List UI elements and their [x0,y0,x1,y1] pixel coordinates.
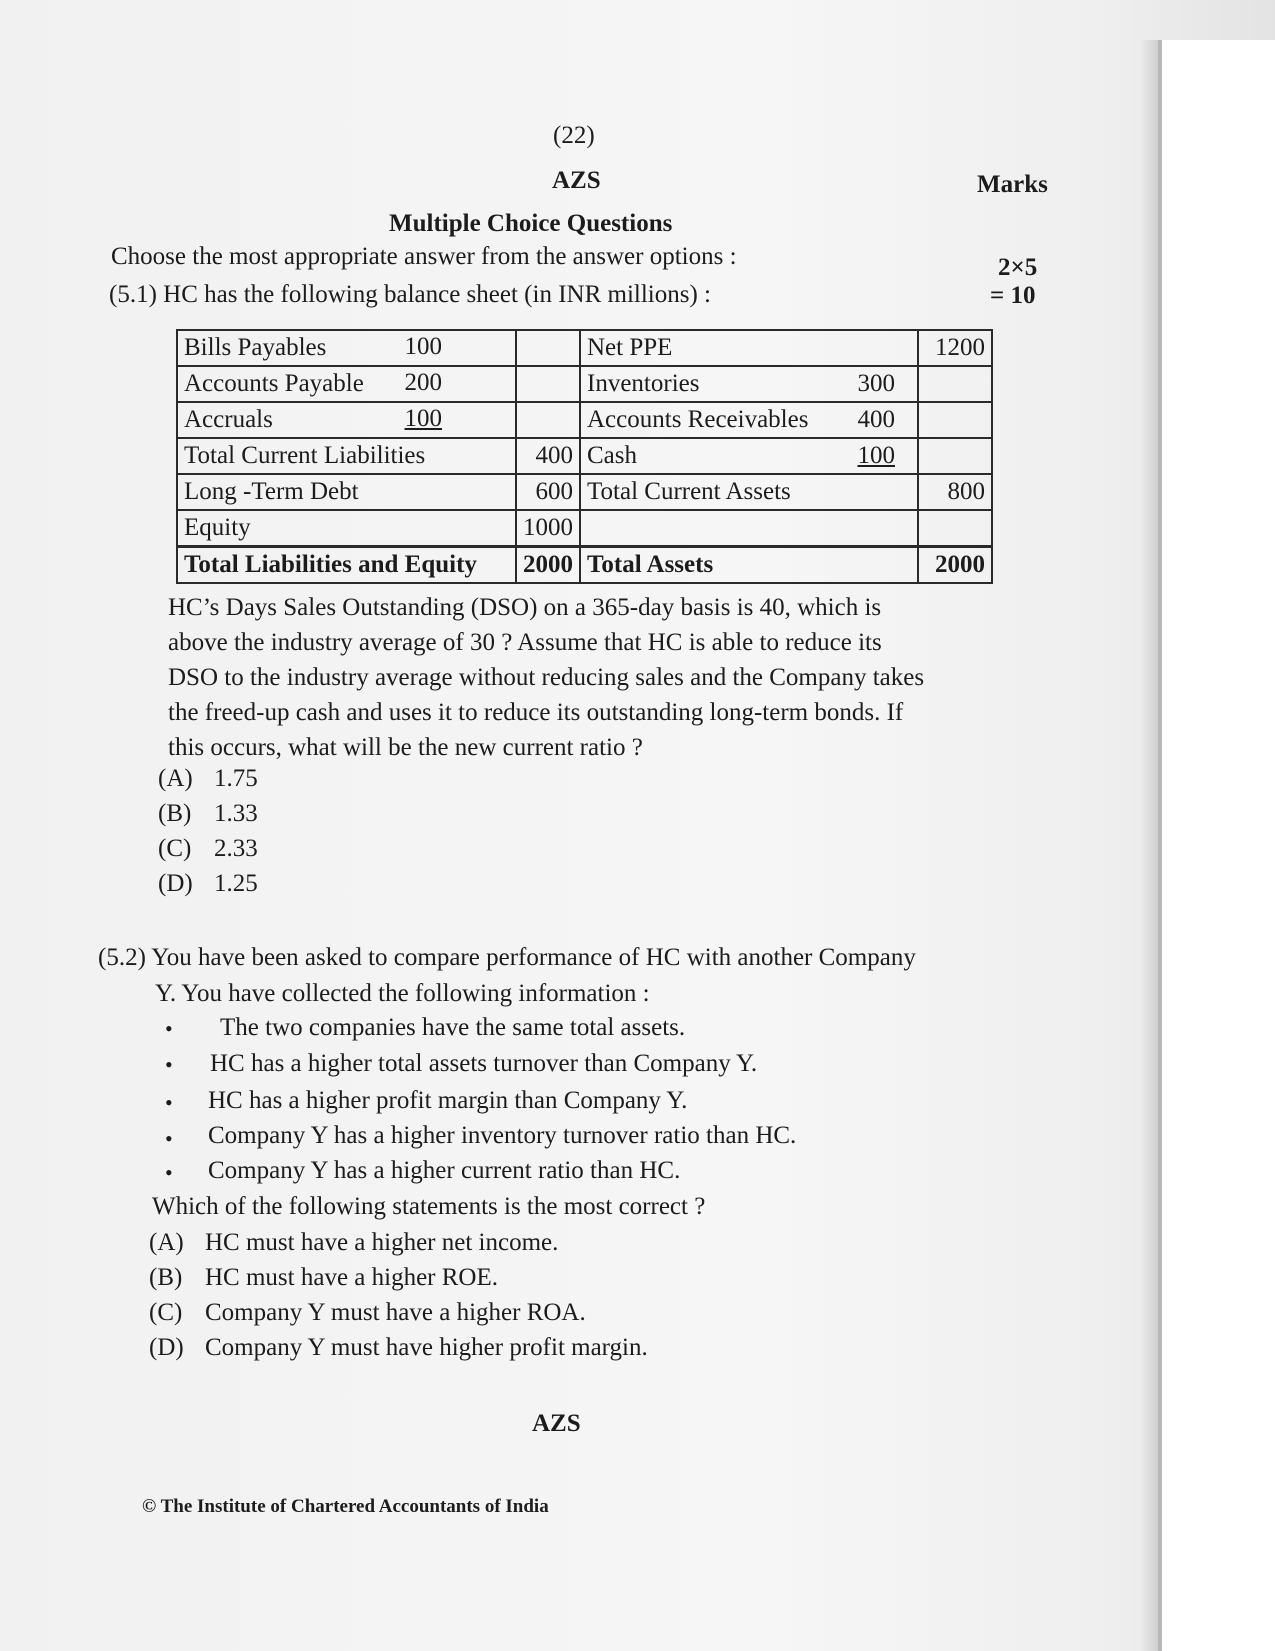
section-title: Multiple Choice Questions [389,210,673,237]
option-label: (C) [158,835,192,862]
option-d[interactable] [158,870,258,898]
option-text: Company Y must have a higher ROA. [205,1299,586,1326]
question-5-1-intro [109,281,711,309]
question-5-1-text [168,590,1008,765]
row-label: Inventories [587,370,700,397]
assets-amount-cell: 800 [918,474,992,510]
row-label: Accruals [184,406,273,433]
assets-amount-cell: 1200 [918,330,992,366]
paper-code: AZS [552,167,601,194]
bullet-item: Company Y has a higher current ratio than HC. [208,1157,681,1184]
row-label: Total Current Liabilities [184,442,426,469]
option-b[interactable] [149,1264,498,1292]
row-label: Bills Payables [184,334,327,361]
scan-margin [1162,40,1275,1651]
bullet-item: Company Y has a higher inventory turnover ratio than HC. [208,1122,797,1149]
assets-amount-cell [918,438,992,474]
inline-amount: 400 [857,406,895,433]
row-label: Total Assets [587,551,714,578]
inline-amount: 200 [404,369,442,396]
option-label: (D) [149,1334,184,1361]
assets-amount-cell [918,402,992,438]
instruction: Choose the most appropriate answer from the answer options : [111,243,737,270]
option-label: (B) [149,1264,183,1291]
marks-value: 2×5 [998,254,1038,281]
assets-amount-cell: 2000 [918,547,992,584]
bullet-icon: • [165,1126,173,1151]
option-text: Company Y must have higher profit margin. [205,1334,648,1361]
assets-label-cell [580,366,918,402]
balance-sheet-row [177,510,992,547]
option-label: (C) [149,1299,183,1326]
marks-heading: Marks [977,171,1048,198]
assets-label-cell [580,402,918,438]
row-label: Equity [184,514,251,541]
option-text: HC must have a higher net income. [205,1229,559,1256]
question-line: DSO to the industry average without reducing sales and the Company takes [168,664,925,691]
row-label: Cash [587,442,637,469]
question-line: the freed-up cash and uses it to reduce its outstanding long-term bonds. If [168,699,904,726]
question-number: (5.2) [98,944,146,971]
liabilities-amount-cell [516,402,580,438]
liabilities-label-cell [177,402,516,438]
bullet-icon: • [165,1090,173,1115]
option-text: 1.25 [214,870,258,897]
copyright-notice: © The Institute of Chartered Accountants of India [142,1496,549,1517]
footer-paper-code: AZS [532,1410,581,1437]
inline-amount: 100 [404,405,442,432]
row-label: Accounts Payable [184,370,364,397]
bullet-item: HC has a higher total assets turnover than Company Y. [210,1050,758,1077]
option-text: 1.75 [214,765,258,792]
bullet-icon: • [165,1160,173,1185]
liabilities-amount-cell [516,366,580,402]
option-a[interactable] [158,765,258,793]
question-5-2-prompt: Which of the following statements is the most correct ? [152,1193,706,1220]
assets-label-cell [580,547,918,584]
liabilities-label-cell [177,547,516,584]
assets-label-cell [580,510,918,547]
row-label: Total Liabilities and Equity [184,551,477,578]
balance-sheet-row [177,402,992,438]
balance-sheet-row [177,330,992,366]
balance-sheet-row [177,366,992,402]
liabilities-amount-cell: 1000 [516,510,580,547]
option-text: HC must have a higher ROE. [205,1264,499,1291]
question-5-2-line2: Y. You have collected the following information : [155,980,650,1007]
row-label: Long -Term Debt [184,478,359,505]
balance-sheet-row [177,547,992,584]
liabilities-label-cell [177,438,516,474]
option-d[interactable] [149,1334,648,1362]
liabilities-amount-cell: 400 [516,438,580,474]
liabilities-label-cell [177,474,516,510]
question-line: HC’s Days Sales Outstanding (DSO) on a 365-day basis is 40, which is [168,594,882,621]
assets-label-cell [580,474,918,510]
question-line: above the industry average of 30 ? Assume that HC is able to reduce its [168,629,882,656]
assets-label-cell [580,330,918,366]
balance-sheet-row [177,474,992,510]
liabilities-label-cell [177,510,516,547]
assets-amount-cell [918,366,992,402]
question-text: You have been asked to compare performance of HC with another Company [151,944,916,971]
liabilities-amount-cell [516,330,580,366]
page-number: (22) [553,122,595,149]
row-label: Accounts Receivables [587,406,809,433]
option-c[interactable] [158,835,258,863]
inline-amount: 100 [857,442,895,469]
option-label: (A) [149,1229,184,1256]
marks-total: = 10 [990,282,1036,309]
bullet-icon: • [165,1016,173,1041]
inline-amount: 300 [857,370,895,397]
page-edge-shadow [1140,40,1158,1651]
balance-sheet-table [176,329,993,584]
liabilities-label-cell [177,330,516,366]
option-label: (D) [158,870,193,897]
bullet-item: The two companies have the same total assets. [220,1014,686,1041]
option-a[interactable] [149,1229,558,1257]
question-5-2-line1 [98,944,916,972]
liabilities-amount-cell: 600 [516,474,580,510]
bullet-icon: • [165,1052,173,1077]
option-text: 1.33 [214,800,258,827]
row-label: Net PPE [587,334,673,361]
option-c[interactable] [149,1299,586,1327]
inline-amount: 100 [404,333,442,360]
question-number: (5.1) [109,281,157,308]
option-b[interactable] [158,800,258,828]
question-line: this occurs, what will be the new current ratio ? [168,734,643,761]
balance-sheet-row [177,438,992,474]
option-label: (B) [158,800,192,827]
bullet-item: HC has a higher profit margin than Company Y. [208,1087,688,1114]
assets-label-cell [580,438,918,474]
option-label: (A) [158,765,193,792]
assets-amount-cell [918,510,992,547]
liabilities-label-cell [177,366,516,402]
option-text: 2.33 [214,835,258,862]
question-intro-text: HC has the following balance sheet (in INR millions) : [163,281,711,308]
liabilities-amount-cell: 2000 [516,547,580,584]
row-label: Total Current Assets [587,478,791,505]
